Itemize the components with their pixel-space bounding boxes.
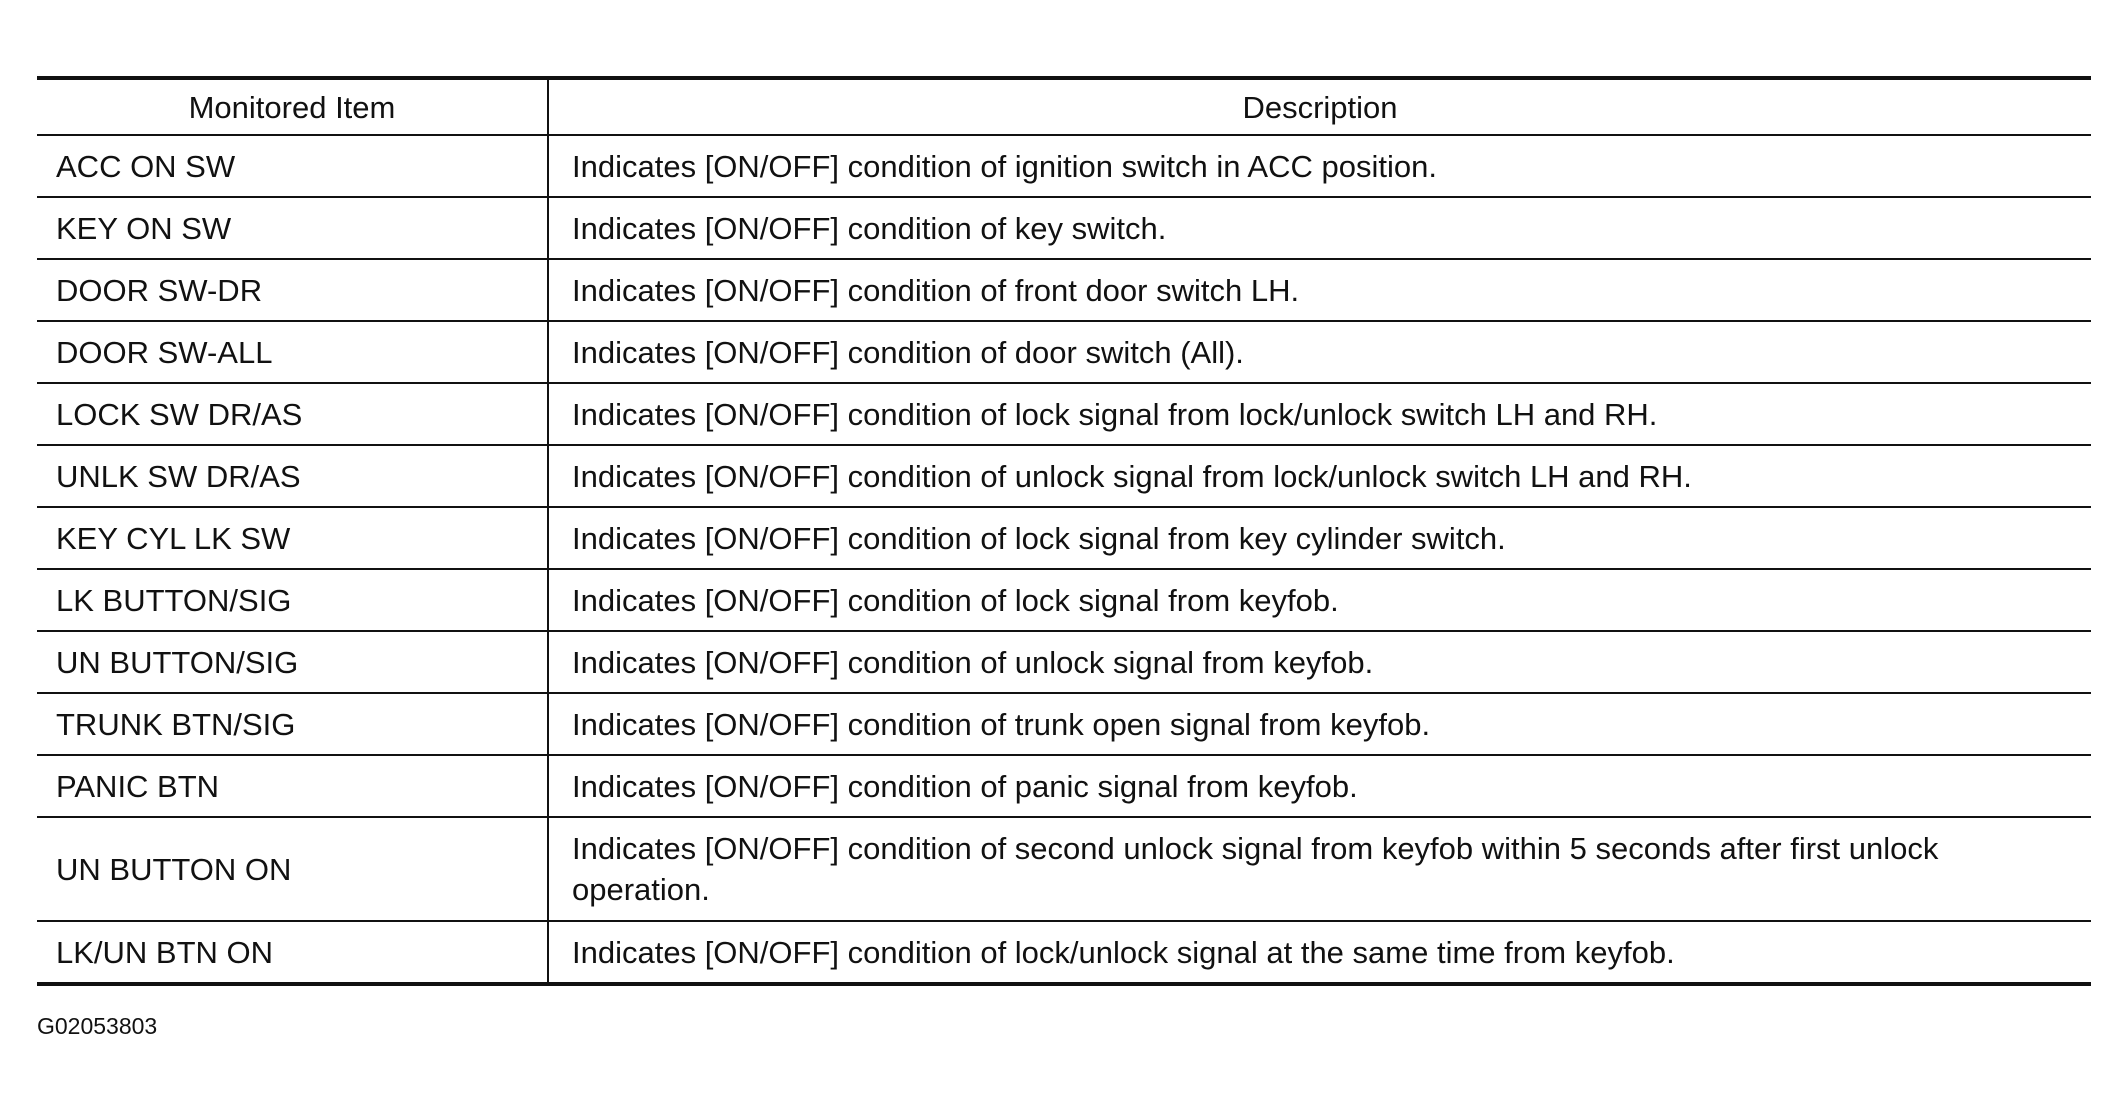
- description-cell: Indicates [ON/OFF] condition of lock signal from keyfob.: [548, 569, 2091, 631]
- table-row: [37, 755, 2091, 817]
- description-cell: Indicates [ON/OFF] condition of unlock signal from lock/unlock switch LH and RH.: [548, 445, 2091, 507]
- description-cell: Indicates [ON/OFF] condition of unlock signal from keyfob.: [548, 631, 2091, 693]
- description-cell: Indicates [ON/OFF] condition of lock/unlock signal at the same time from keyfob.: [548, 921, 2091, 984]
- description-cell: Indicates [ON/OFF] condition of front door switch LH.: [548, 259, 2091, 321]
- table-row: [37, 135, 2091, 197]
- header-description: Description: [548, 78, 2091, 135]
- monitored-item-cell: TRUNK BTN/SIG: [37, 693, 548, 755]
- description-cell: Indicates [ON/OFF] condition of ignition switch in ACC position.: [548, 135, 2091, 197]
- description-cell: Indicates [ON/OFF] condition of trunk open signal from keyfob.: [548, 693, 2091, 755]
- table-row: [37, 259, 2091, 321]
- monitored-item-cell: KEY ON SW: [37, 197, 548, 259]
- description-cell: Indicates [ON/OFF] condition of door switch (All).: [548, 321, 2091, 383]
- monitored-item-cell: DOOR SW-ALL: [37, 321, 548, 383]
- monitored-item-cell: LOCK SW DR/AS: [37, 383, 548, 445]
- monitored-item-cell: KEY CYL LK SW: [37, 507, 548, 569]
- figure-id-label: G02053803: [37, 1013, 158, 1039]
- monitored-item-cell: UN BUTTON/SIG: [37, 631, 548, 693]
- monitor-table: [37, 76, 2091, 986]
- monitored-item-cell: DOOR SW-DR: [37, 259, 548, 321]
- description-cell: Indicates [ON/OFF] condition of second unlock signal from keyfob within 5 seconds after first unlock operation.: [548, 817, 2091, 921]
- monitored-item-cell: LK/UN BTN ON: [37, 921, 548, 984]
- table-row: [37, 921, 2091, 984]
- header-monitored-item: Monitored Item: [188, 89, 396, 125]
- description-cell: Indicates [ON/OFF] condition of key switch.: [548, 197, 2091, 259]
- description-cell: Indicates [ON/OFF] condition of panic signal from keyfob.: [548, 755, 2091, 817]
- monitored-item-cell: UN BUTTON ON: [37, 817, 548, 921]
- monitor-table-container: [37, 76, 2091, 986]
- table-header-row: [37, 78, 2091, 135]
- table-row: [37, 507, 2091, 569]
- description-cell: Indicates [ON/OFF] condition of lock signal from key cylinder switch.: [548, 507, 2091, 569]
- table-row: [37, 631, 2091, 693]
- table-row: [37, 569, 2091, 631]
- table-row: [37, 445, 2091, 507]
- table-row: [37, 321, 2091, 383]
- monitored-item-cell: LK BUTTON/SIG: [37, 569, 548, 631]
- monitored-item-cell: PANIC BTN: [37, 755, 548, 817]
- table-row: [37, 383, 2091, 445]
- monitored-item-cell: UNLK SW DR/AS: [37, 445, 548, 507]
- monitored-item-cell: ACC ON SW: [37, 135, 548, 197]
- table-row: [37, 817, 2091, 921]
- table-row: [37, 693, 2091, 755]
- table-row: [37, 197, 2091, 259]
- description-cell: Indicates [ON/OFF] condition of lock signal from lock/unlock switch LH and RH.: [548, 383, 2091, 445]
